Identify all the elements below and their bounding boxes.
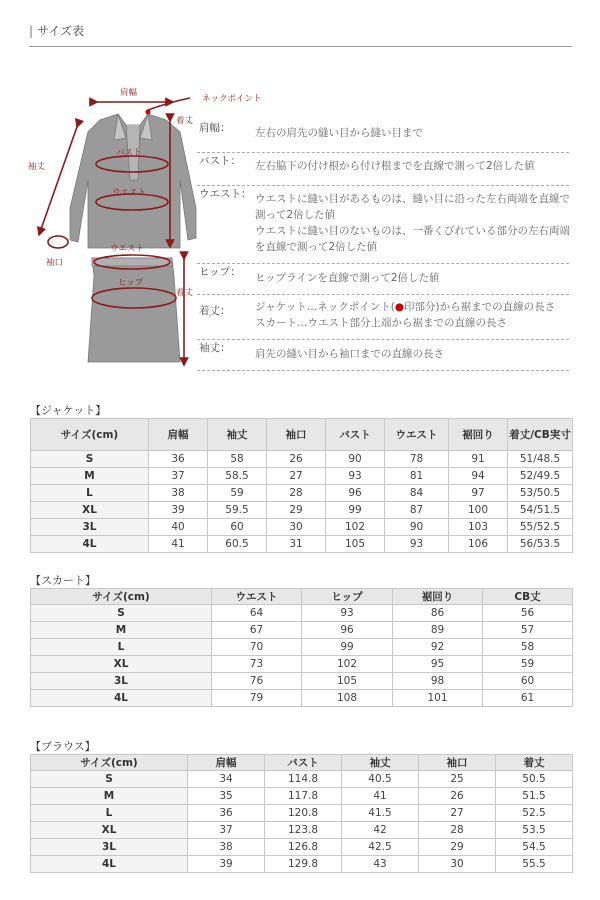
value-cell: 102 xyxy=(326,519,385,536)
value-cell: 95 xyxy=(393,656,483,673)
value-cell: 92 xyxy=(393,639,483,656)
column-header: CB丈 xyxy=(483,589,573,605)
value-cell: 120.8 xyxy=(265,805,342,822)
value-cell: 25 xyxy=(419,771,496,788)
definition-line: ヒップラインを直線で測って2倍した値 xyxy=(255,272,440,284)
value-cell: 28 xyxy=(419,822,496,839)
blouse-title: 【ブラウス】 xyxy=(30,740,96,753)
label-kitake-bottom: 着丈 xyxy=(176,288,194,298)
value-cell: 99 xyxy=(302,639,393,656)
size-cell: 3L xyxy=(31,839,188,856)
column-header: 肩幅 xyxy=(149,419,208,451)
value-cell: 50.5 xyxy=(496,771,573,788)
value-cell: 67 xyxy=(212,622,302,639)
definition-item xyxy=(197,264,569,295)
value-cell: 55.5 xyxy=(496,856,573,873)
table-row xyxy=(31,502,573,519)
definition-line: ウエストに縫い目のないものは、一番くびれている部分の左右両端 xyxy=(255,225,570,237)
jacket-size-table xyxy=(30,418,573,553)
value-cell: 40.5 xyxy=(342,771,419,788)
value-cell: 90 xyxy=(326,451,385,468)
size-cell: L xyxy=(31,805,188,822)
value-cell: 93 xyxy=(326,468,385,485)
column-header: サイズ(cm) xyxy=(31,755,188,771)
value-cell: 76 xyxy=(212,673,302,690)
table-row xyxy=(31,690,573,707)
value-cell: 61 xyxy=(483,690,573,707)
column-header: ウエスト xyxy=(212,589,302,605)
value-cell: 90 xyxy=(385,519,449,536)
value-cell: 57 xyxy=(483,622,573,639)
size-cell: L xyxy=(31,639,212,656)
value-cell: 36 xyxy=(149,451,208,468)
definition-term: 着丈： xyxy=(199,305,231,317)
value-cell: 114.8 xyxy=(265,771,342,788)
garment-illustration xyxy=(30,80,200,380)
definition-line: 測って2倍した値 xyxy=(255,209,336,221)
measurement-definitions xyxy=(197,120,569,371)
value-cell: 123.8 xyxy=(265,822,342,839)
value-cell: 103 xyxy=(449,519,508,536)
definition-line: ジャケット…ネックポイント(●印部分)から裾までの直線の長さ xyxy=(255,301,556,313)
label-katahaba: 肩幅 xyxy=(120,88,138,98)
value-cell: 27 xyxy=(419,805,496,822)
value-cell: 51.5 xyxy=(496,788,573,805)
column-header: バスト xyxy=(326,419,385,451)
label-hip: ヒップ xyxy=(118,278,144,288)
definition-item xyxy=(197,120,569,153)
value-cell: 97 xyxy=(449,485,508,502)
size-cell: 4L xyxy=(31,536,149,553)
value-cell: 94 xyxy=(449,468,508,485)
value-cell: 26 xyxy=(419,788,496,805)
definition-term: バスト： xyxy=(199,155,241,167)
value-cell: 41 xyxy=(149,536,208,553)
value-cell: 38 xyxy=(149,485,208,502)
size-cell: 4L xyxy=(31,856,188,873)
value-cell: 28 xyxy=(267,485,326,502)
value-cell: 58 xyxy=(483,639,573,656)
value-cell: 59 xyxy=(483,656,573,673)
value-cell: 52.5 xyxy=(496,805,573,822)
table-row xyxy=(31,622,573,639)
size-cell: L xyxy=(31,485,149,502)
column-header: 裾回り xyxy=(393,589,483,605)
value-cell: 96 xyxy=(302,622,393,639)
value-cell: 84 xyxy=(385,485,449,502)
value-cell: 59 xyxy=(208,485,267,502)
value-cell: 99 xyxy=(326,502,385,519)
size-cell: XL xyxy=(31,656,212,673)
column-header: バスト xyxy=(265,755,342,771)
value-cell: 101 xyxy=(393,690,483,707)
table-row xyxy=(31,451,573,468)
value-cell: 56/53.5 xyxy=(508,536,573,553)
size-cell: XL xyxy=(31,502,149,519)
value-cell: 100 xyxy=(449,502,508,519)
size-cell: S xyxy=(31,605,212,622)
value-cell: 55/52.5 xyxy=(508,519,573,536)
value-cell: 29 xyxy=(267,502,326,519)
value-cell: 26 xyxy=(267,451,326,468)
value-cell: 40 xyxy=(149,519,208,536)
size-cell: XL xyxy=(31,822,188,839)
column-header: 袖口 xyxy=(419,755,496,771)
table-row xyxy=(31,639,573,656)
table-row xyxy=(31,788,573,805)
value-cell: 96 xyxy=(326,485,385,502)
table-row xyxy=(31,656,573,673)
value-cell: 37 xyxy=(188,822,265,839)
label-waist-skirt: ウエスト xyxy=(110,244,145,254)
value-cell: 41.5 xyxy=(342,805,419,822)
definition-term: ウエスト： xyxy=(199,188,252,200)
definition-line: 左右脇下の付け根から付け根までを直線で測って2倍した値 xyxy=(255,160,535,172)
label-kitake-top: 着丈 xyxy=(176,116,194,126)
jacket-title: 【ジャケット】 xyxy=(30,404,107,417)
value-cell: 27 xyxy=(267,468,326,485)
table-header-row xyxy=(31,589,573,605)
value-cell: 129.8 xyxy=(265,856,342,873)
size-cell: 4L xyxy=(31,690,212,707)
table-row xyxy=(31,536,573,553)
value-cell: 60.5 xyxy=(208,536,267,553)
table-header-row xyxy=(31,419,573,451)
value-cell: 39 xyxy=(188,856,265,873)
table-row xyxy=(31,839,573,856)
label-sodetake: 袖丈 xyxy=(28,162,46,172)
column-header: 袖丈 xyxy=(208,419,267,451)
header-bar: | xyxy=(29,24,34,38)
column-header: サイズ(cm) xyxy=(31,589,212,605)
value-cell: 56 xyxy=(483,605,573,622)
value-cell: 87 xyxy=(385,502,449,519)
value-cell: 53.5 xyxy=(496,822,573,839)
value-cell: 53/50.5 xyxy=(508,485,573,502)
table-header-row xyxy=(31,755,573,771)
column-header: 着丈/CB実寸 xyxy=(508,419,573,451)
value-cell: 38 xyxy=(188,839,265,856)
value-cell: 93 xyxy=(385,536,449,553)
value-cell: 42 xyxy=(342,822,419,839)
table-row xyxy=(31,468,573,485)
page-header xyxy=(29,22,572,47)
label-sodeguchi: 袖口 xyxy=(46,258,64,268)
table-row xyxy=(31,519,573,536)
definition-term: 肩幅： xyxy=(199,122,231,134)
value-cell: 73 xyxy=(212,656,302,673)
value-cell: 60 xyxy=(483,673,573,690)
value-cell: 58 xyxy=(208,451,267,468)
definition-term: 袖丈： xyxy=(199,342,231,354)
table-row xyxy=(31,856,573,873)
size-cell: S xyxy=(31,451,149,468)
table-row xyxy=(31,822,573,839)
definition-item xyxy=(197,340,569,371)
label-neck-point: ネックポイント xyxy=(202,94,262,104)
label-bust: バスト xyxy=(116,148,142,158)
definition-line: スカート…ウエスト部分上端から裾までの直線の長さ xyxy=(255,317,507,329)
size-cell: M xyxy=(31,468,149,485)
value-cell: 51/48.5 xyxy=(508,451,573,468)
size-cell: M xyxy=(31,622,212,639)
value-cell: 89 xyxy=(393,622,483,639)
value-cell: 54.5 xyxy=(496,839,573,856)
size-cell: 3L xyxy=(31,519,149,536)
definition-term: ヒップ： xyxy=(199,266,241,278)
value-cell: 30 xyxy=(267,519,326,536)
value-cell: 30 xyxy=(419,856,496,873)
definition-item xyxy=(197,186,569,264)
value-cell: 43 xyxy=(342,856,419,873)
value-cell: 106 xyxy=(449,536,508,553)
value-cell: 29 xyxy=(419,839,496,856)
value-cell: 42.5 xyxy=(342,839,419,856)
table-row xyxy=(31,771,573,788)
value-cell: 79 xyxy=(212,690,302,707)
neck-point-mark: ● xyxy=(394,301,405,313)
value-cell: 117.8 xyxy=(265,788,342,805)
value-cell: 34 xyxy=(188,771,265,788)
definition-item xyxy=(197,295,569,340)
skirt-shape xyxy=(88,258,180,362)
value-cell: 54/51.5 xyxy=(508,502,573,519)
value-cell: 91 xyxy=(449,451,508,468)
column-header: サイズ(cm) xyxy=(31,419,149,451)
value-cell: 31 xyxy=(267,536,326,553)
value-cell: 108 xyxy=(302,690,393,707)
value-cell: 81 xyxy=(385,468,449,485)
definition-line: 肩先の縫い目から袖口までの直線の長さ xyxy=(255,348,444,360)
column-header: ウエスト xyxy=(385,419,449,451)
column-header: 袖丈 xyxy=(342,755,419,771)
skirt-title: 【スカート】 xyxy=(30,574,96,587)
value-cell: 41 xyxy=(342,788,419,805)
value-cell: 98 xyxy=(393,673,483,690)
value-cell: 37 xyxy=(149,468,208,485)
size-cell: M xyxy=(31,788,188,805)
definition-item xyxy=(197,153,569,186)
label-waist: ウエスト xyxy=(112,188,147,198)
value-cell: 93 xyxy=(302,605,393,622)
value-cell: 78 xyxy=(385,451,449,468)
column-header: 肩幅 xyxy=(188,755,265,771)
table-row xyxy=(31,605,573,622)
value-cell: 36 xyxy=(188,805,265,822)
definition-line: を直線で測って2倍した値 xyxy=(255,241,378,253)
jacket-shape xyxy=(70,114,196,248)
column-header: 袖口 xyxy=(267,419,326,451)
value-cell: 52/49.5 xyxy=(508,468,573,485)
value-cell: 58.5 xyxy=(208,468,267,485)
table-row xyxy=(31,673,573,690)
value-cell: 126.8 xyxy=(265,839,342,856)
size-cell: S xyxy=(31,771,188,788)
value-cell: 105 xyxy=(326,536,385,553)
column-header: ヒップ xyxy=(302,589,393,605)
size-cell: 3L xyxy=(31,673,212,690)
table-row xyxy=(31,805,573,822)
value-cell: 35 xyxy=(188,788,265,805)
value-cell: 86 xyxy=(393,605,483,622)
definition-line: ウエストに縫い目があるものは、縫い目に沿った左右両端を直線で xyxy=(255,193,570,205)
value-cell: 70 xyxy=(212,639,302,656)
value-cell: 102 xyxy=(302,656,393,673)
definition-line: 左右の肩先の縫い目から縫い目まで xyxy=(255,127,423,139)
value-cell: 64 xyxy=(212,605,302,622)
blouse-size-table xyxy=(30,754,573,873)
garment-diagram xyxy=(28,80,262,380)
value-cell: 60 xyxy=(208,519,267,536)
column-header: 裾回り xyxy=(449,419,508,451)
value-cell: 59.5 xyxy=(208,502,267,519)
value-cell: 105 xyxy=(302,673,393,690)
table-row xyxy=(31,485,573,502)
page-title: サイズ表 xyxy=(37,24,85,38)
column-header: 着丈 xyxy=(496,755,573,771)
skirt-size-table xyxy=(30,588,573,707)
value-cell: 39 xyxy=(149,502,208,519)
